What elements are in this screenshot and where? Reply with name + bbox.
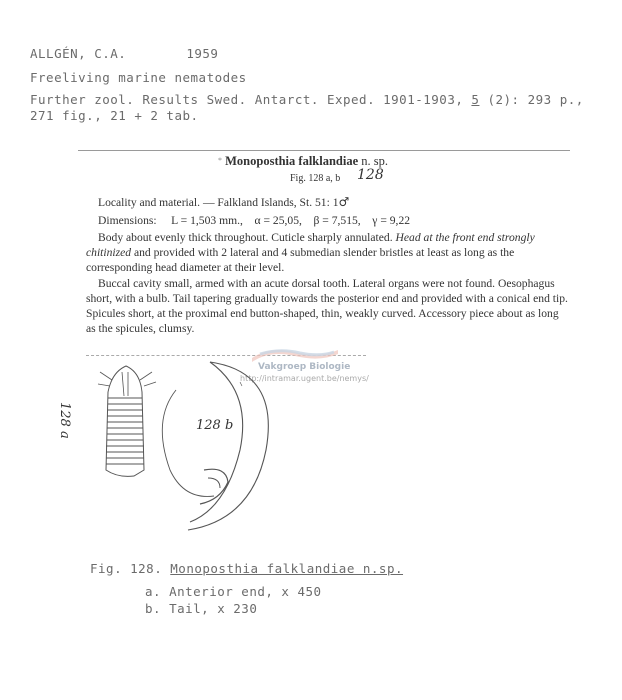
reference-source-prefix: Further zool. Results Swed. Antarct. Exped. 1901-1903,	[30, 92, 472, 107]
male-symbol: ♂	[338, 195, 350, 209]
description-paragraph-2: Buccal cavity small, armed with an acute dorsal tooth. Lateral organs were not found. Oesophagus short, with a bulb. Tail tapering gradually towards the posterior end and provided with a conical end tip. Spicules short, at the proximal end button-shaped, thin, weakly curved. Accessory piece about as long as the spicules, clumsy.	[86, 277, 568, 335]
caption-prefix: Fig. 128.	[90, 561, 171, 576]
dimensions-line: Dimensions: L = 1,503 mm., α = 25,05, β = 7,515, γ = 9,22	[98, 214, 411, 227]
caption-title: Monoposthia falklandiae n.sp.	[170, 561, 404, 576]
reference-volume: 5	[471, 92, 480, 107]
reference-year: 1959	[186, 46, 219, 61]
p1-plain-2: and provided with 2 lateral and 4 submedian slender bristles at least as long as the corresponding head diameter at their level.	[86, 246, 515, 274]
caption-line-a: a. Anterior end, x 450	[145, 584, 322, 599]
reference-extent: 271 fig., 21 + 2 tab.	[30, 108, 199, 123]
p1-italic: Head at the front end strongly chitinized	[86, 231, 535, 259]
figure-label-a: 128 a	[57, 402, 72, 439]
species-marker: *	[218, 156, 222, 165]
fig-ref: Fig. 128 a, b	[290, 173, 341, 184]
locality-text: Locality and material. — Falkland Islands, St. 51: 1	[98, 196, 339, 209]
figure-128b-drawing	[162, 362, 268, 530]
handwritten-fig-number: 128	[357, 167, 384, 183]
caption-title-line	[90, 561, 403, 576]
caption-line-b: b. Tail, x 230	[145, 601, 258, 616]
species-name: Monoposthia falklandiae	[225, 154, 359, 168]
species-suffix: n. sp.	[358, 154, 389, 168]
reference-source-suffix: (2): 293 p.,	[479, 92, 584, 107]
reference-title: Freeliving marine nematodes	[30, 70, 247, 85]
watermark-name: Vakgroep Biologie	[258, 362, 351, 372]
watermark-url: http://intramar.ugent.be/nemys/	[240, 374, 369, 383]
p1-plain-1: Body about evenly thick throughout. Cuticle sharply annulated.	[98, 231, 396, 244]
reference-author: ALLGÉN, C.A.	[30, 46, 127, 61]
figure-128a-drawing	[98, 366, 156, 476]
figure-label-b: 128 b	[196, 418, 234, 433]
